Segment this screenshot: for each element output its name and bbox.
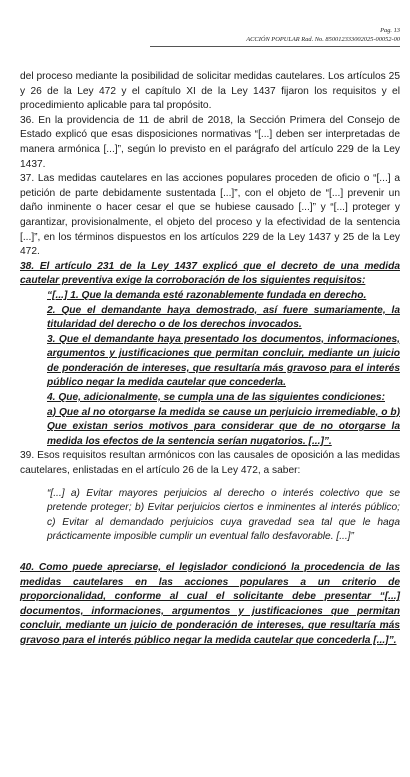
document-body bbox=[20, 70, 400, 649]
requirement-3: 3. Que el demandante haya presentado los documentos, informaciones, argumentos y justificaciones que permitan concluir, mediante un juicio de ponderación de intereses, que resultaría más gravoso para el interés público negar la medida cautelar que concederla. bbox=[47, 333, 400, 389]
requirement-1: “[...] 1. Que la demanda esté razonablemente fundada en derecho. bbox=[47, 289, 367, 301]
requirement-4-conditions: a) Que al no otorgarse la medida se cause un perjuicio irremediable, o b) Que existan serios motivos para considerar que de no otorgarse la medida los efectos de la sentencia serían nugatorios. [...]”. bbox=[47, 406, 400, 447]
quote-article-26: “[...] a) Evitar mayores perjuicios al derecho o interés colectivo que se pretende proteger; b) Evitar perjuicios ciertos e inminentes al interés público; c) Evitar al demandado perjuicios cuya gravedad sea tal que le haga prácticamente imposible cumplir un eventual fallo desfavorable. [...]” bbox=[47, 487, 400, 543]
header-rule bbox=[150, 46, 400, 47]
paragraph-40: 40. Como puede apreciarse, el legislador condicionó la procedencia de las medidas cautelares en las acciones populares a un criterio de proporcionalidad, conforme al cual el solicitante debe presentar “[...] documentos, informaciones, argumentos y justificaciones que permitan concluir, mediante un juicio de ponderación de intereses, que resultaría más gravoso para el interés público negar la medida cautelar que concederla [...]”. bbox=[20, 562, 400, 646]
spacer bbox=[20, 479, 400, 487]
paragraph-39: 39. Esos requisitos resultan armónicos con las causales de oposición a las medidas cautelares, enlistadas en el artículo 26 de la Ley 472, a saber: bbox=[20, 450, 400, 477]
paragraph-continuation: del proceso mediante la posibilidad de solicitar medidas cautelares. Los artículos 25 y 26 de la Ley 472 y el capítulo XI de la Ley 1437 fijaron los requisitos y el procedimiento aplicable para tal propósito. bbox=[20, 71, 400, 112]
page-header bbox=[150, 26, 400, 47]
paragraph-37: 37. Las medidas cautelares en las acciones populares proceden de oficio o “[...] a petición de parte debidamente sustentada [...]”, con el objeto de “[...] prevenir un daño inminente o hacer cesar el que se hubiese causado [...]” y “[...] proteger y garantizar, provisionalmente, el objeto del proceso y la efectividad de la sentencia [...]”, en los términos dispuestos en los artículos 229 de la Ley 1437 y 25 de la Ley 472. bbox=[20, 173, 400, 258]
paragraph-36: 36. En la providencia de 11 de abril de 2018, la Sección Primera del Consejo de Estado explicó que esas disposiciones normativas “[...] deben ser interpretadas de manera armónica [...]”, según lo previsto en el parágrafo del artículo 229 de la Ley 1437. bbox=[20, 114, 400, 170]
spacer bbox=[20, 545, 400, 561]
requirement-4: 4. Que, adicionalmente, se cumpla una de las siguientes condiciones: bbox=[47, 392, 385, 404]
page-number: Pag. 13 bbox=[380, 27, 400, 34]
case-reference: ACCIÓN POPULAR Rad. No. 850012333002025-00052-00 bbox=[246, 36, 400, 43]
requirement-2: 2. Que el demandante haya demostrado, así fuere sumariamente, la titularidad del derecho o de los derechos invocados. bbox=[47, 304, 400, 331]
paragraph-38: 38. El artículo 231 de la Ley 1437 explicó que el decreto de una medida cautelar preventiva exige la corroboración de los siguientes requisitos: bbox=[20, 260, 400, 287]
